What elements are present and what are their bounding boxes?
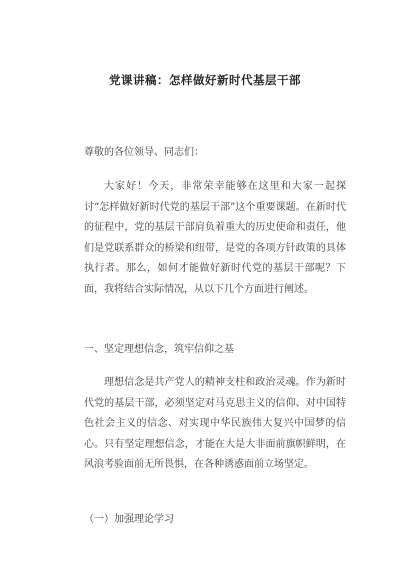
intro-paragraph: 大家好！今天，非常荣幸能够在这里和大家一起探讨“怎样做好新时代党的基层干部”这个重要课题。在新时代的征程中，党的基层干部肩负着重大的历史使命和责任，他们是党联系群众的桥梁和纽带，是党的各项方针政策的具体执行者。那么，如何才能做好新时代党的基层干部呢？下面，我将结合实际情况，从以下几个方面进行阐述。 bbox=[84, 181, 346, 295]
subsection-heading: （一）加强理论学习 bbox=[84, 514, 174, 525]
section-paragraph: 理想信念是共产党人的精神支柱和政治灵魂。作为新时代党的基层干部，必须坚定对马克思主义的信仰、对中国特色社会主义的信念、对实现中华民族伟大复兴中国梦的信心。只有坚定理想信念，才能在大是大非面前旗帜鲜明，在风浪考验面前无所畏惧，在各种诱惑面前立场坚定。 bbox=[84, 377, 346, 470]
document-title: 党课讲稿：怎样做好新时代基层干部 bbox=[109, 73, 301, 87]
section-heading: 一、坚定理想信念，筑牢信仰之基 bbox=[84, 344, 234, 355]
salutation: 尊敬的各位领导、同志们： bbox=[84, 147, 204, 158]
